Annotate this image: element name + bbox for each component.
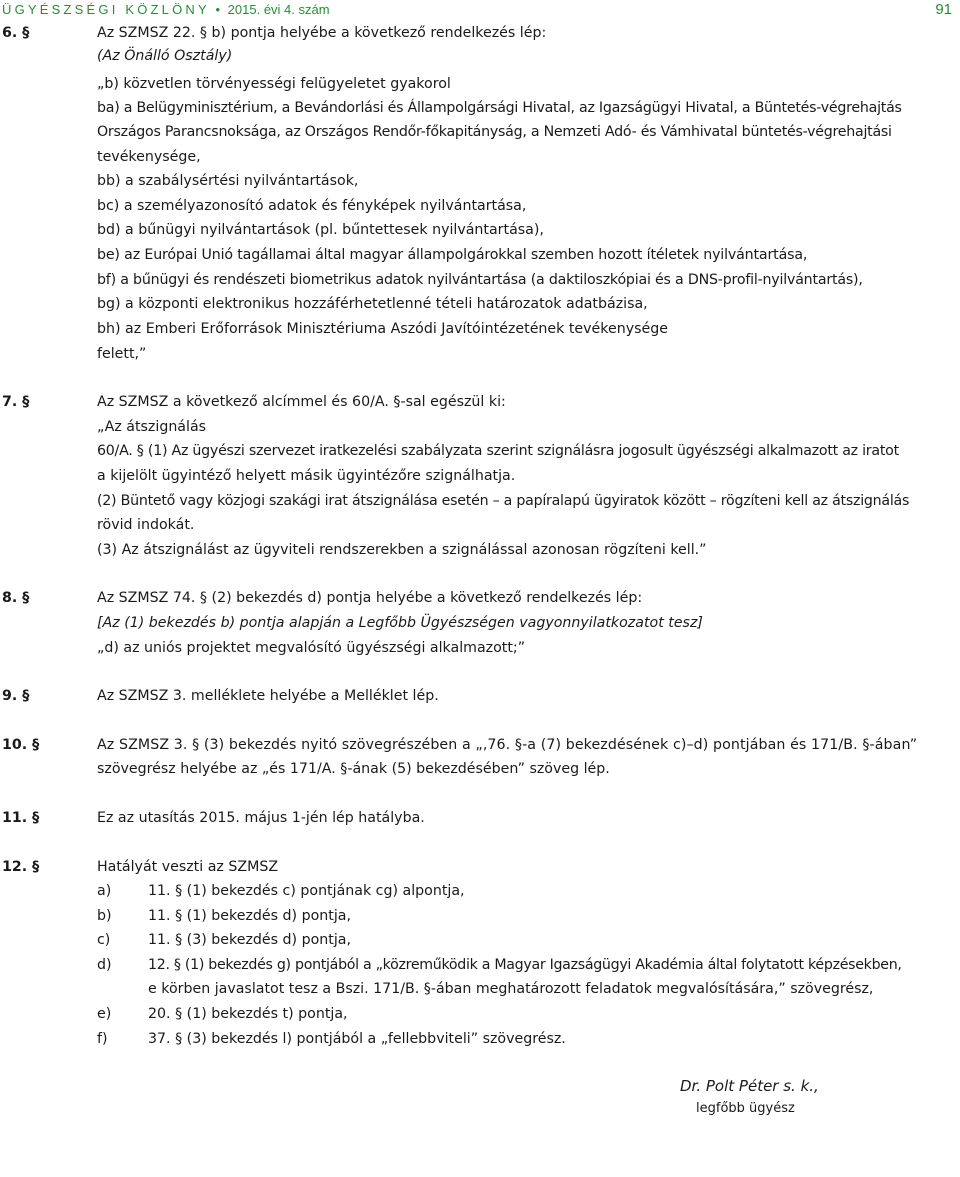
page-header (2, 0, 952, 20)
section-9-number: 9. § (2, 688, 30, 704)
header-separator: • (215, 2, 221, 17)
repeal-item-text: 11. § (1) bekezdés c) pontjának cg) alpontja, (148, 883, 465, 899)
repeal-item-text: 20. § (1) bekezdés t) pontja, (148, 1006, 348, 1022)
repeal-item-label: e) (97, 1006, 112, 1022)
repeal-item-text: 37. § (3) bekezdés l) pontjából a „fellebbviteli” szövegrész. (148, 1031, 566, 1047)
header-left (2, 0, 330, 20)
section-6-point-ba-line1: ba) a Belügyminisztérium, a Bevándorlási és Állampolgársági Hivatal, az Igazságügyi Hivatal, a Büntetés-végrehajtás (97, 100, 902, 116)
repeal-item-label: d) (97, 957, 112, 973)
section-6-close: felett,” (97, 346, 147, 362)
section-6-context: (Az Önálló Osztály) (97, 48, 233, 64)
section-7-intro: Az SZMSZ a következő alcímmel és 60/A. §-sal egészül ki: (97, 394, 506, 410)
repeal-item-label: f) (97, 1031, 108, 1047)
section-10-line2: szövegrész helyébe az „és 171/A. §-ának (5) bekezdésében” szöveg lép. (97, 761, 610, 777)
section-7-para1-line2: a kijelölt ügyintéző helyett másik ügyintézőre szignálhatja. (97, 468, 516, 484)
section-6-point-bh: bh) az Emberi Erőforrások Minisztériuma Aszódi Javítóintézetének tevékenysége (97, 321, 668, 337)
repeal-item-text: 11. § (3) bekezdés d) pontja, (148, 932, 351, 948)
section-6-number: 6. § (2, 25, 30, 41)
repeal-item-text-continued: e körben javaslatot tesz a Bszi. 171/B. §-ában meghatározott feladatok megvalósítására,” szövegrész, (148, 981, 874, 997)
section-6-point-ba-line3: tevékenysége, (97, 149, 201, 165)
section-8-text: „d) az uniós projektet megvalósító ügyészségi alkalmazott;” (97, 640, 526, 656)
section-6-point-ba-line2: Országos Parancsnoksága, az Országos Rendőr-főkapitányság, a Nemzeti Adó- és Vámhivatal büntetés-végrehajtási (97, 124, 892, 140)
repeal-item-label: a) (97, 883, 112, 899)
section-8-intro: Az SZMSZ 74. § (2) bekezdés d) pontja helyébe a következő rendelkezés lép: (97, 590, 643, 606)
publication-name: ÜGYÉSZSÉGI KÖZLÖNY (2, 2, 210, 17)
repeal-item-text: 11. § (1) bekezdés d) pontja, (148, 908, 351, 924)
section-7-para2-line2: rövid indokát. (97, 517, 195, 533)
section-6-point-b: „b) közvetlen törvényességi felügyeletet gyakorol (97, 76, 451, 92)
section-7-subtitle: „Az átszignálás (97, 419, 207, 435)
section-10-number: 10. § (2, 737, 40, 753)
section-11-number: 11. § (2, 810, 40, 826)
section-7-para1-line1: 60/A. § (1) Az ügyészi szervezet iratkezelési szabályzata szerint szignálásra jogosult ügyészségi alkalmazott az iratot (97, 443, 899, 459)
section-6-point-bf: bf) a bűnügyi és rendészeti biometrikus adatok nyilvántartása (a daktiloszkópiai és a DNS-profil-nyilvántartás), (97, 272, 863, 288)
issue-label: 2015. évi 4. szám (227, 2, 330, 17)
page-number: 91 (935, 1, 952, 18)
section-12-number: 12. § (2, 859, 40, 875)
section-12-intro: Hatályát veszti az SZMSZ (97, 859, 279, 875)
repeal-item-text: 12. § (1) bekezdés g) pontjából a „közreműködik a Magyar Igazságügyi Akadémia által folytatott képzésekben, (148, 957, 902, 973)
section-6-intro: Az SZMSZ 22. § b) pontja helyébe a következő rendelkezés lép: (97, 25, 547, 41)
section-6-point-bc: bc) a személyazonosító adatok és fényképek nyilvántartása, (97, 198, 527, 214)
section-9-text: Az SZMSZ 3. melléklete helyébe a Melléklet lép. (97, 688, 439, 704)
section-6-point-be: be) az Európai Unió tagállamai által magyar állampolgárokkal szemben hozott ítéletek nyilvántartása, (97, 247, 808, 263)
section-6-point-bd: bd) a bűnügyi nyilvántartások (pl. bűntettesek nyilvántartása), (97, 222, 544, 238)
section-7-number: 7. § (2, 394, 30, 410)
section-7-para3: (3) Az átszignálást az ügyviteli rendszerekben a szignálással azonosan rögzíteni kell.” (97, 542, 707, 558)
section-8-context: [Az (1) bekezdés b) pontja alapján a Legfőbb Ügyészségen vagyonnyilatkozatot tesz] (97, 615, 703, 631)
signatory-title: legfőbb ügyész (696, 1101, 795, 1116)
signatory-name: Dr. Polt Péter s. k., (680, 1077, 819, 1095)
signature-name (680, 1076, 819, 1096)
section-11-text: Ez az utasítás 2015. május 1-jén lép hatályba. (97, 810, 425, 826)
section-6-point-bg: bg) a központi elektronikus hozzáférhetetlenné tételi határozatok adatbázisa, (97, 296, 648, 312)
section-7-para2-line1: (2) Büntető vagy közjogi szakági irat átszignálása esetén – a papíralapú ügyiratok között – rögzíteni kell az átszignálás (97, 493, 910, 509)
repeal-item-label: c) (97, 932, 111, 948)
section-6-point-bb: bb) a szabálysértési nyilvántartások, (97, 173, 359, 189)
section-8-number: 8. § (2, 590, 30, 606)
section-10-line1: Az SZMSZ 3. § (3) bekezdés nyitó szövegrészében a „,76. §-a (7) bekezdésének c)–d) pontjában és 171/B. §-ában” (97, 737, 918, 753)
repeal-item-label: b) (97, 908, 112, 924)
